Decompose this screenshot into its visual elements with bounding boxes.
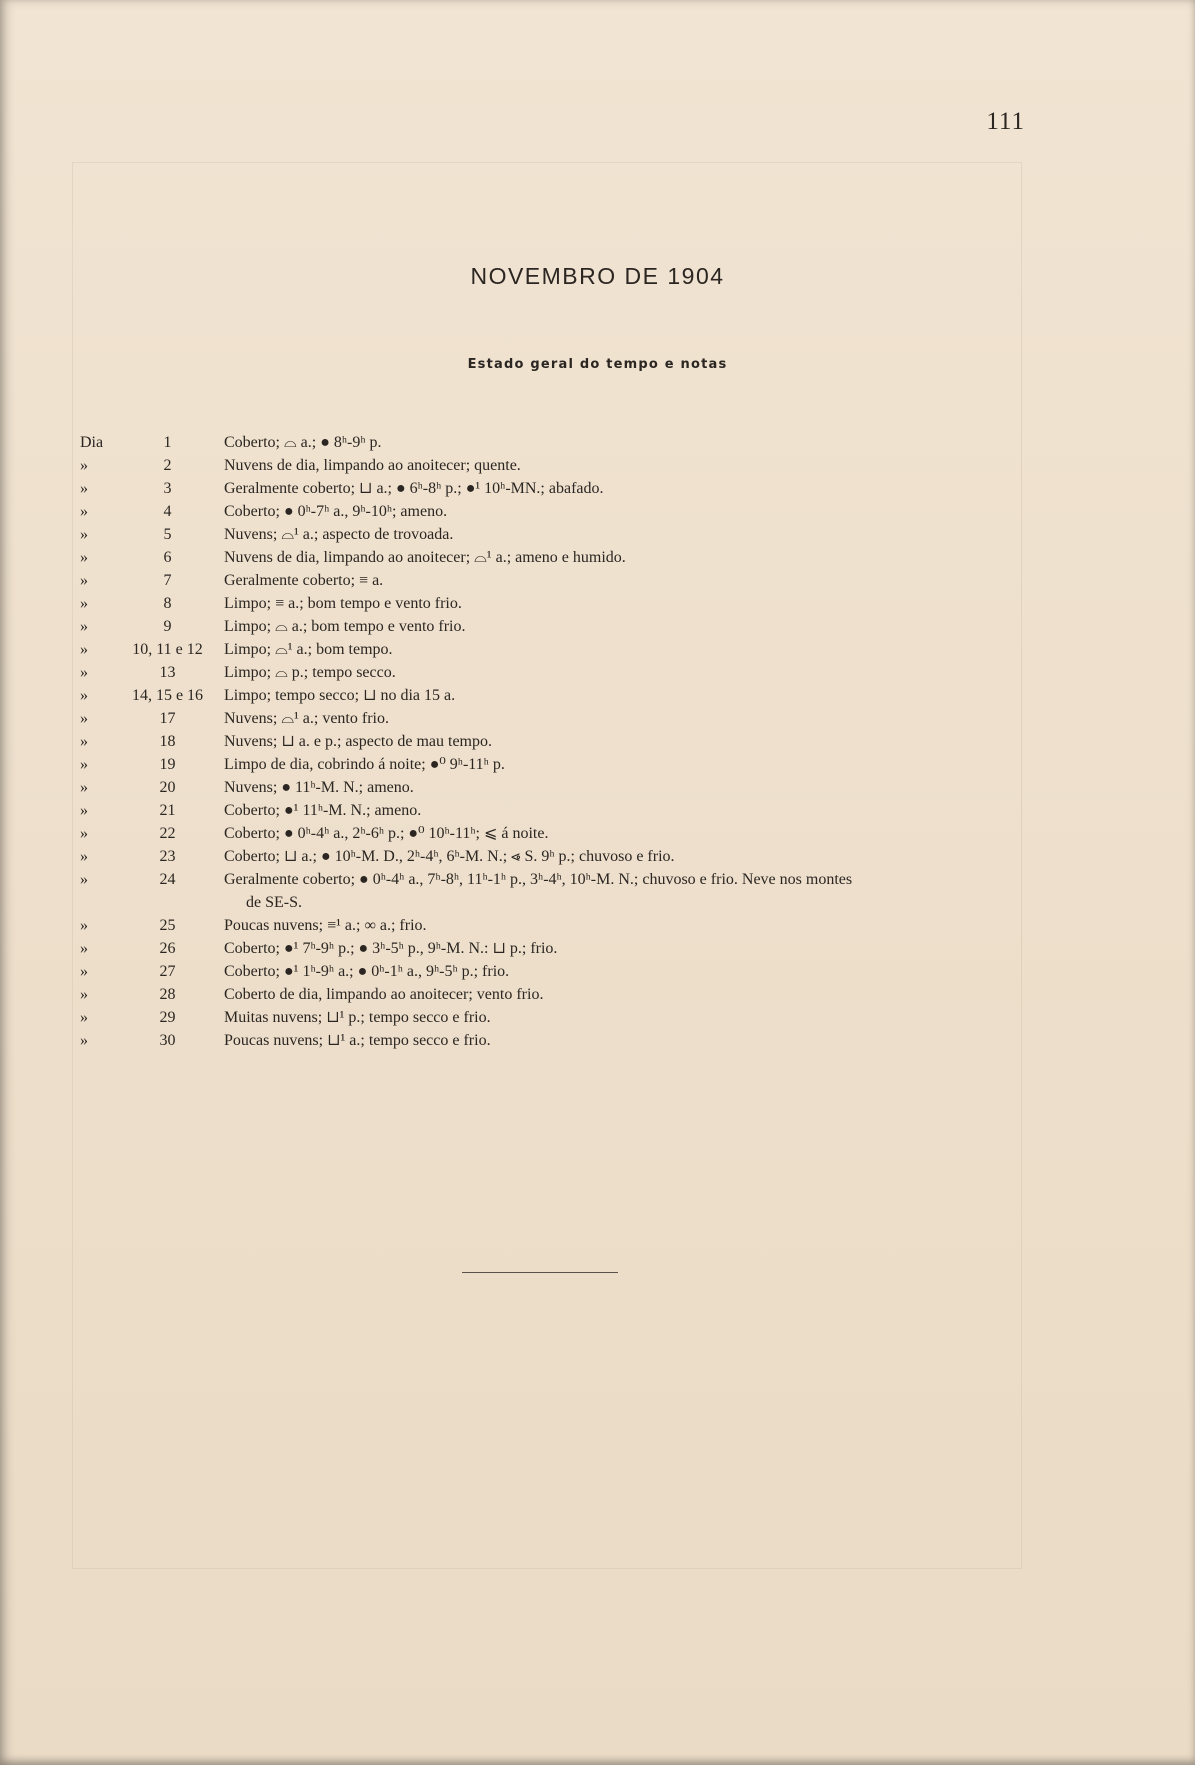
weather-note: Muitas nuvens; ⊔¹ p.; tempo secco e frio. (224, 1009, 491, 1026)
day-number: 10, 11 e 12 (132, 641, 203, 658)
ditto-mark: » (80, 986, 88, 1003)
ditto-mark: » (80, 756, 88, 773)
list-item (80, 661, 1010, 684)
weather-note: Poucas nuvens; ≡¹ a.; ∞ a.; frio. (224, 917, 427, 934)
day-number: 9 (163, 618, 172, 635)
list-item (80, 569, 1010, 592)
weather-note: Coberto; ● 0ʰ-4ʰ a., 2ʰ-6ʰ p.; ●⁰ 10ʰ-11ʰ; ⩽ á noite. (224, 825, 549, 842)
weather-note: Nuvens; ⌓¹ a.; vento frio. (224, 710, 389, 727)
ditto-mark: » (80, 940, 88, 957)
day-number: 22 (159, 825, 176, 842)
weather-note: Coberto; ● 0ʰ-7ʰ a., 9ʰ-10ʰ; ameno. (224, 503, 448, 520)
day-number: 18 (159, 733, 176, 750)
list-item (80, 707, 1010, 730)
weather-note: Coberto; ●¹ 1ʰ-9ʰ a.; ● 0ʰ-1ʰ a., 9ʰ-5ʰ p.; frio. (224, 963, 510, 980)
weather-note: Limpo; ⌓ a.; bom tempo e vento frio. (224, 618, 466, 635)
ditto-mark: » (80, 779, 88, 796)
page-title: NOVEMBRO DE 1904 (470, 263, 725, 289)
ditto-mark: » (80, 963, 88, 980)
day-number: 8 (163, 595, 172, 612)
list-item (80, 454, 1010, 477)
weather-note-continuation: de SE-S. (246, 894, 302, 911)
list-item (80, 868, 1010, 891)
day-number: 25 (159, 917, 176, 934)
ditto-mark: » (80, 687, 88, 704)
ditto-mark: » (80, 1009, 88, 1026)
list-item (80, 523, 1010, 546)
section-subtitle: Estado geral do tempo e notas (467, 357, 728, 372)
list-item (80, 638, 1010, 661)
ditto-mark: » (80, 710, 88, 727)
day-number: 28 (159, 986, 176, 1003)
ditto-mark: » (80, 480, 88, 497)
weather-note: Limpo; ≡ a.; bom tempo e vento frio. (224, 595, 462, 612)
day-number: 13 (159, 664, 176, 681)
list-item (80, 822, 1010, 845)
list-item (80, 914, 1010, 937)
day-number: 3 (163, 480, 172, 497)
ditto-mark: » (80, 664, 88, 681)
weather-note: Coberto; ⌓ a.; ● 8ʰ-9ʰ p. (224, 434, 382, 451)
list-item (80, 592, 1010, 615)
weather-note: Geralmente coberto; ● 0ʰ-4ʰ a., 7ʰ-8ʰ, 11ʰ-1ʰ p., 3ʰ-4ʰ, 10ʰ-M. N.; chuvoso e frio. Neve nos montes (224, 871, 853, 888)
ditto-mark: » (80, 641, 88, 658)
day-number: 4 (163, 503, 172, 520)
weather-notes-list (80, 431, 1010, 1052)
weather-note: Nuvens de dia, limpando ao anoitecer; quente. (224, 457, 521, 474)
ditto-mark: » (80, 848, 88, 865)
list-item (80, 615, 1010, 638)
list-item (80, 1006, 1010, 1029)
ditto-mark: » (80, 503, 88, 520)
weather-note: Coberto; ●¹ 11ʰ-M. N.; ameno. (224, 802, 422, 819)
day-number: 26 (159, 940, 176, 957)
weather-note: Nuvens; ⌓¹ a.; aspecto de trovoada. (224, 526, 454, 543)
list-item (80, 431, 1010, 454)
ditto-mark: » (80, 825, 88, 842)
weather-note: Geralmente coberto; ≡ a. (224, 572, 384, 589)
day-number: 7 (163, 572, 172, 589)
ditto-mark: » (80, 595, 88, 612)
weather-note: Nuvens; ● 11ʰ-M. N.; ameno. (224, 779, 414, 796)
weather-note: Nuvens de dia, limpando ao anoitecer; ⌓¹ a.; ameno e humido. (224, 549, 626, 566)
ditto-mark: » (80, 802, 88, 819)
list-item (80, 477, 1010, 500)
list-item (80, 753, 1010, 776)
column-label: Dia (80, 434, 104, 451)
weather-note: Geralmente coberto; ⊔ a.; ● 6ʰ-8ʰ p.; ●¹ 10ʰ-MN.; abafado. (224, 480, 604, 497)
ditto-mark: » (80, 457, 88, 474)
list-item (80, 776, 1010, 799)
weather-note: Limpo de dia, cobrindo á noite; ●⁰ 9ʰ-11ʰ p. (224, 756, 505, 773)
list-item (80, 546, 1010, 569)
list-item (80, 960, 1010, 983)
list-item (80, 684, 1010, 707)
day-number: 21 (159, 802, 176, 819)
weather-note: Coberto de dia, limpando ao anoitecer; vento frio. (224, 986, 544, 1003)
day-number: 20 (159, 779, 176, 796)
list-item (80, 983, 1010, 1006)
list-item (80, 845, 1010, 868)
ditto-mark: » (80, 871, 88, 888)
ditto-mark: » (80, 618, 88, 635)
weather-note: Nuvens; ⊔ a. e p.; aspecto de mau tempo. (224, 733, 492, 750)
list-item (80, 937, 1010, 960)
section-divider (462, 1272, 618, 1273)
day-number: 23 (159, 848, 176, 865)
ditto-mark: » (80, 526, 88, 543)
ditto-mark: » (80, 733, 88, 750)
ditto-mark: » (80, 917, 88, 934)
weather-note: Coberto; ⊔ a.; ● 10ʰ-M. D., 2ʰ-4ʰ, 6ʰ-M. N.; ⩹ S. 9ʰ p.; chuvoso e frio. (224, 848, 675, 865)
weather-note: Limpo; ⌓¹ a.; bom tempo. (224, 641, 393, 658)
ditto-mark: » (80, 572, 88, 589)
list-item (80, 730, 1010, 753)
day-number: 6 (163, 549, 172, 566)
day-number: 1 (163, 434, 172, 451)
list-item (80, 799, 1010, 822)
day-number: 2 (163, 457, 172, 474)
day-number: 17 (159, 710, 176, 727)
page-number: 111 (986, 108, 1025, 135)
day-number: 24 (159, 871, 176, 888)
ditto-mark: » (80, 549, 88, 566)
weather-note: Limpo; ⌓ p.; tempo secco. (224, 664, 396, 681)
day-number: 5 (163, 526, 172, 543)
weather-note: Limpo; tempo secco; ⊔ no dia 15 a. (224, 687, 456, 704)
weather-note: Coberto; ●¹ 7ʰ-9ʰ p.; ● 3ʰ-5ʰ p., 9ʰ-M. N.: ⊔ p.; frio. (224, 940, 558, 957)
day-number: 27 (159, 963, 176, 980)
ditto-mark: » (80, 1032, 88, 1049)
list-item (80, 500, 1010, 523)
day-number: 29 (159, 1009, 176, 1026)
list-item (80, 1029, 1010, 1052)
day-number: 19 (159, 756, 176, 773)
day-number: 14, 15 e 16 (131, 687, 204, 704)
day-number: 30 (159, 1032, 176, 1049)
weather-note: Poucas nuvens; ⊔¹ a.; tempo secco e frio. (224, 1032, 491, 1049)
